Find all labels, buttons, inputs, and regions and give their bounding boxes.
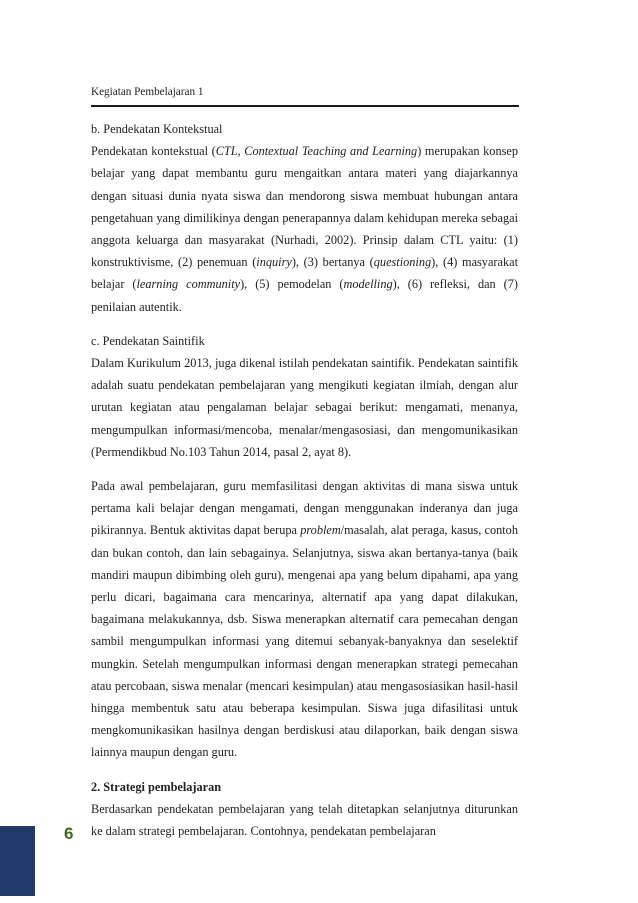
section-b-paragraph-run-2: ) merupakan konsep belajar yang dapat membantu guru mengaitkan antara materi yang diajarkannya dengan situasi dunia nyata siswa dan mendorong siswa membuat hubungan antara pengetahuan yang dimilikinya dengan penerapannya dalam kehidupan mereka sebagai anggota keluarga dan masyarakat (Nurhadi, 2002). Prinsip dalam CTL yaitu: (1) konstruktivisme, (2) penemuan (	[91, 144, 518, 270]
section-b-paragraph-run-9: modelling	[343, 277, 393, 292]
section-c-paragraph-1: Dalam Kurikulum 2013, juga dikenal istilah pendekatan saintifik. Pendekatan saintifik adalah suatu pendekatan pembelajaran yang mengikuti kegiatan ilmiah, dengan alur urutan kegiatan atau pengalaman belajar sebagai berikut: mengamati, menanya, mengumpulkan informasi/mencoba, menalar/mengasosiasi, dan mengomunikasikan (Permendikbud No.103 Tahun 2014, pasal 2, ayat 8).	[91, 356, 518, 459]
running-header: Kegiatan Pembelajaran 1	[91, 86, 204, 98]
section-b-paragraph	[91, 140, 518, 318]
section-c-paragraph-2-run-1: problem	[300, 523, 341, 538]
section-b-paragraph-run-7: learning community	[136, 277, 241, 292]
section-b-paragraph-run-6: ), (4) masyarakat belajar (	[91, 255, 518, 292]
section-b-paragraph-run-0: Pendekatan kontekstual (	[91, 144, 216, 159]
section-b-paragraph-run-1: CTL, Contextual Teaching and Learning	[215, 144, 418, 159]
section-c-paragraph-2	[91, 475, 518, 764]
page-tab-marker	[0, 826, 35, 896]
header-rule	[91, 105, 519, 107]
section-c-heading: c. Pendekatan Saintifik	[91, 333, 205, 348]
page-number: 6	[64, 824, 74, 843]
section-c-paragraph-2-run-2: /masalah, alat peraga, kasus, contoh dan bukan contoh, dan lain sebagainya. Selanjutnya, siswa akan bertanya-tanya (baik mandiri maupun dibimbing oleh guru), mengenai apa yang belum dipahami, apa yang perlu dicari, bagaimana cara mencarinya, alternatif apa yang dapat dilakukan, bagaimana melakukannya, dsb. Siswa menerapkan alternatif cara pemecahan dengan sambil mengumpulkan informasi yang ditemui sebanyak-banyaknya dan seselektif mungkin. Setelah mengumpulkan informasi dengan menerapkan strategi pemecahan atau percobaan, siswa menalar (mencari kesimpulan) atau mengasosiasikan hasil-hasil hingga membentuk satu atau beberapa kesimpulan. Siswa juga difasilitasi untuk mengkomunikasikan hasilnya dengan berdiskusi atau dilaporkan, baik dengan siswa lainnya maupun dengan guru.	[91, 523, 518, 760]
section-2-paragraph: Berdasarkan pendekatan pembelajaran yang telah ditetapkan selanjutnya diturunkan ke dalam strategi pembelajaran. Contohnya, pendekatan pembelajaran	[91, 801, 518, 839]
section-2-heading: 2. Strategi pembelajaran	[91, 779, 222, 794]
section-b-paragraph-run-8: ), (5) pemodelan (	[240, 277, 344, 292]
page-content	[91, 118, 518, 842]
section-b-paragraph-run-5: questioning	[373, 255, 432, 270]
section-b-paragraph-run-10: ), (6) refleksi, dan (7) penilaian autentik.	[91, 277, 518, 314]
section-b-heading: b. Pendekatan Kontekstual	[91, 122, 223, 136]
section-b-paragraph-run-4: ), (3) bertanya (	[291, 255, 374, 270]
section-c-paragraph-2-run-0: Pada awal pembelajaran, guru memfasilitasi dengan aktivitas di mana siswa untuk pertama kali belajar dengan mengamati, dengan menggunakan inderanya dan juga pikirannya. Bentuk aktivitas dapat berupa	[91, 479, 518, 538]
section-b-paragraph-run-3: inquiry	[256, 255, 292, 270]
